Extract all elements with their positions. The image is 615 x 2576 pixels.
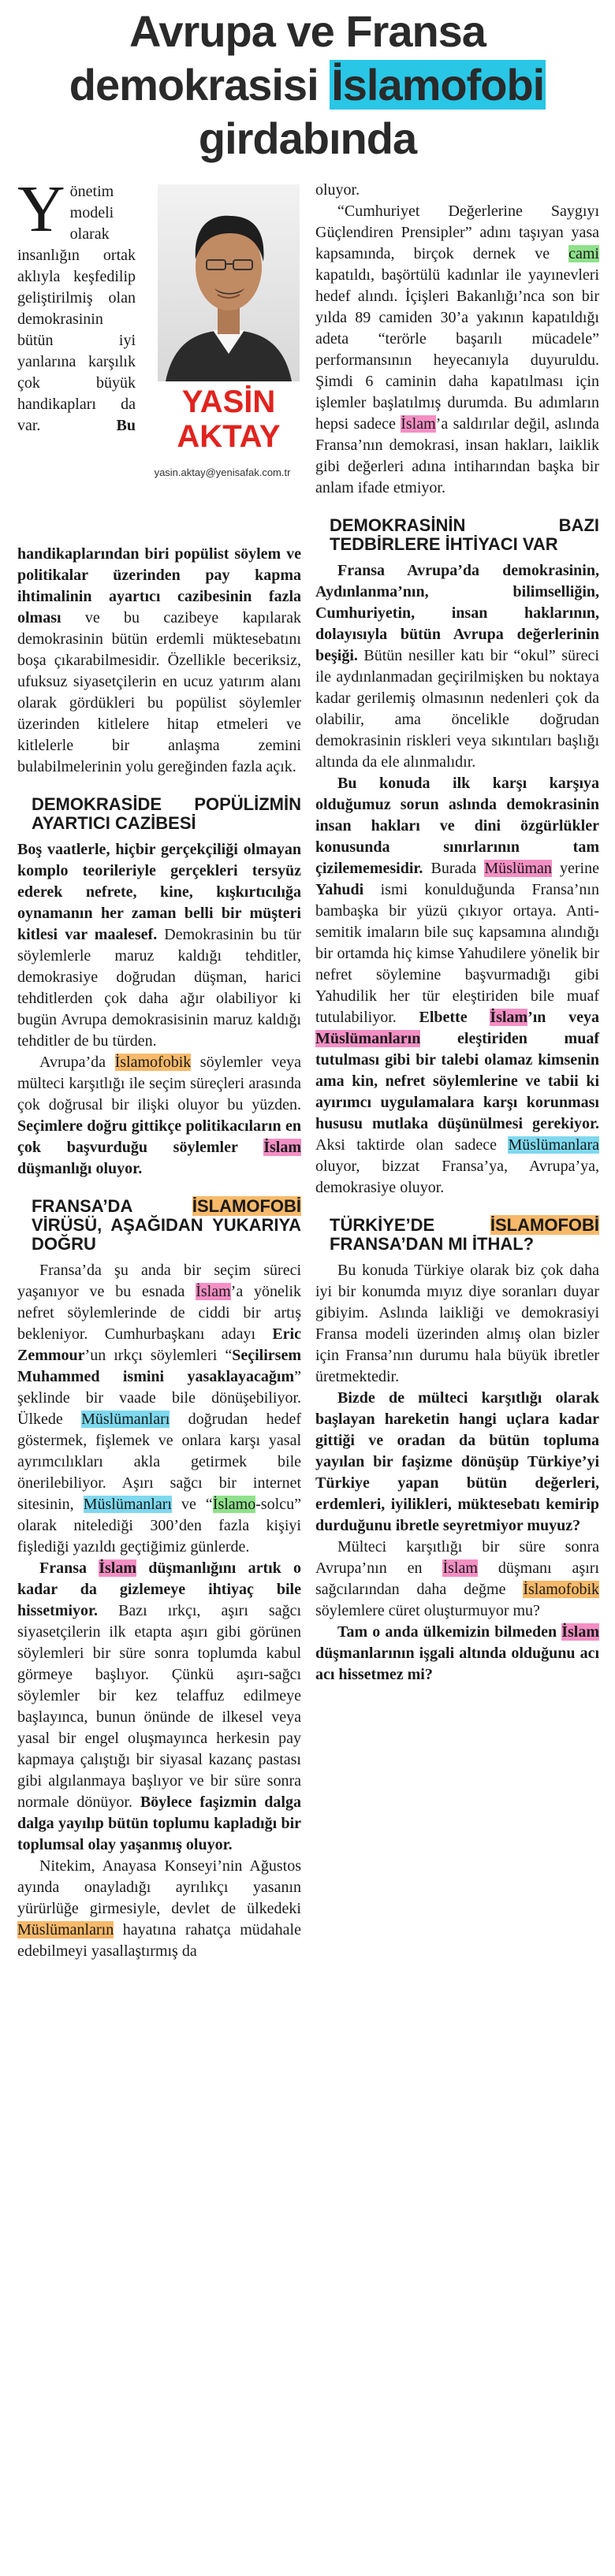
r5-b: düşmanı aşırı sağcılarından daha değme [315,1559,599,1598]
h2-pre: FRANSA’DA [32,1196,192,1216]
r1-bold: Fransa Avrupa’da demokrasinin, Aydınlanma’nın, bilimselliğin, Cumhuriyetin, insan haklarının, dolayısıyla bütün Avrupa değerlerinin beşiği. [315,562,599,664]
highlight-muslumanlarin: Müslümanların [17,1921,114,1939]
h4-post: FRANSA’DAN MI İTHAL? [330,1234,535,1254]
p3-bold-2: düşmanlığı oluyor. [17,1160,143,1177]
p4-a: Fransa’da şu anda bir seçim süreci yaşanıyor ve bu esnada [17,1262,301,1300]
paragraph-5 [17,1558,301,1856]
paragraph-3 [17,1052,301,1180]
paragraph-2 [17,839,301,1052]
p2-tail: Demokrasinin bu tür söylemlerle maruz kaldığı tehditler, demokrasiye doğrudan düşman, harici tehditlerden çok daha ağır olabiliyor ki bugün Avrupa demokrasisinin maruz kaldığı tehditler de bu türden. [17,926,301,1050]
p6-a: Nitekim, Anayasa Konseyi’nin Ağustos ayında onayladığı ayrılıkçı yasanın yürürlüğe girmesiyle, devlet de ülkedeki [17,1857,301,1917]
headline-line-3: girdabında [198,113,417,163]
highlight-muslumanlara: Müslümanlara [508,1136,599,1154]
highlight-islam: İslam [263,1139,301,1156]
paragraph-r4: Bu konuda Türkiye olarak biz çok daha iyi bir konumda mıyız diye soranları duyar gibiyim. Aslında laikliği ve demokrasiyi Fransa modeli üzerinden almış olan bizler için Fransa’nın durumu hala büyük ibretler üretmektedir. [315,1262,599,1385]
paragraph-r7 [315,1622,599,1686]
highlight-muslumanlarin-r: Müslümanların [315,1030,421,1047]
headline-highlight: İslamofobi [331,60,545,110]
headline-line-1: Avrupa ve Fransa [129,6,486,56]
r2-b: yerine [551,860,599,877]
r6-bold-b: düşmanlarının işgali altında olduğunu acı acı hissetmez mi? [315,1645,599,1683]
highlight-cami: cami [568,245,599,262]
r6-bold-a: Tam o anda ülkemizin bilmeden [337,1623,562,1641]
r2-a: Burada [423,860,485,877]
paragraph-r2 [315,560,599,773]
p5-bold-a: Fransa [39,1559,99,1577]
highlight-muslumanlari-2: Müslümanları [83,1496,172,1513]
r2-bold-3a: Elbette [419,1009,490,1026]
highlight-islam-r1: İslam [401,415,436,433]
r4-bold: Bizde de mülteci karşıtlığı olarak başlayan hareketin hangi uçlara kadar gittiği ve oradan da bütün topluma yayılan bir faşizme dönüşüp Türkiye’yi Türkiye yapan bütün değerleri, erdemleri, iyilikleri, müktesebatı kemirip durduğunu ibretle seyretmiyor muyuz? [315,1389,599,1534]
r2-bold-yahudi: Yahudi [315,881,364,898]
paragraph-4 [17,1260,301,1558]
r2-bold: Bu konuda ilk karşı karşıya olduğumuz sorun aslında demokrasinin insan hakları ve dini özgürlükler konusunda sınırlarının tam çizilememesidir. [315,775,599,877]
paragraph-r6 [315,1537,599,1622]
author-last-name: AKTAY [177,419,281,454]
highlight-muslumanlari: Müslümanları [81,1411,170,1428]
intro-bold: Bu handikaplarından biri popülist söylem ve politikalar üzerinden pay kapma ihtimalinin ayartıcı cazibesinin fazla olması [17,417,301,626]
highlight-islamofobik: İslamofobik [114,1054,192,1071]
author-email: yasin.aktay@yenisafak.com.tr [154,467,291,478]
intro-text: önetim modeli olarak insanlığın ortak aklıyla keşfedilip geliştirilmiş olan demokrasinin bütün iyi yanlarına karşılık çok büyük handikapları da var. [17,183,136,434]
drop-cap: Y [17,173,65,246]
h2-highlight: İSLAMOFOBİ [192,1196,301,1216]
headline-line-2 [0,58,615,112]
p4-bold-quote: Seçilirsem Muhammed ismini yasaklayacağım [17,1347,301,1385]
r2-d: Aksi taktirde olan sadece [315,1136,509,1154]
r5-a: Mülteci karşıtlığı bir süre sonra Avrupa’nın en [315,1538,599,1577]
highlight-islamofobik-r: İslamofobik [523,1581,599,1598]
p3-bold: Seçimlere doğru gittikçe politikacıların en çok başvurduğu söylemler [17,1117,301,1156]
p4-d: ” şeklinde bir vaade bile dönüşebiliyor. Ülkede [17,1368,301,1428]
section-heading-3: DEMOKRASİNİN BAZI TEDBİRLERE İHTİYACI VAR [330,515,599,554]
p4-b: ’a yönelik nefret söylemlerinde de ciddi bir artış bekleniyor. Cumhurbaşkanı adayı [17,1283,301,1343]
paragraph-r1 [315,201,599,499]
paragraph-r3 [315,773,599,1199]
section-heading-2 [17,1197,301,1254]
highlight-islam-2: İslam [196,1283,231,1300]
left-column [17,173,301,1962]
highlight-musluman: Müslüman [484,860,552,877]
section-heading-1: DEMOKRASİDE POPÜLİZMİN AYARTICI CAZİBESİ [32,794,301,833]
section-heading-4 [315,1216,599,1254]
highlight-islam-3: İslam [99,1559,136,1577]
r2-bold-3c: eleştiriden muaf tutulması gibi bir talebi olamaz kimsenin ama kin, nefret söylemlerine ve tabii ki ayırımcı uygulamalara karşı korunması hususu mutlaka düşünülmesi gerekiyor. [315,1030,599,1132]
r1-tail: Bütün nesiller katı bir “okul” süreci ile aydınlanmadan geçirilmişken bu noktaya kadar gerilemiş olmasının nedenleri çok da olabilir, ama öncelikle doğrudan demokrasinin riskleri veya sıkıntıları başlığı altında da ele alınmalıdır. [315,647,599,771]
highlight-islam-r4: İslam [561,1623,599,1641]
highlight-islam-r3: İslam [442,1559,478,1577]
p4-bold-name: Eric Zemmour [17,1325,301,1364]
p4-c: ’un ırkçı söylemleri “ [84,1347,233,1364]
p4-g: -solcu” olarak nitelediği 300’den fazla kişiyi fişlediği yazıldı geçtiğimiz günlerde. [17,1496,301,1556]
h4-pre: TÜRKİYE’DE [330,1215,490,1235]
p5-bold-b: düşmanlığını artık o kadar da gizlemeye ihtiyaç bile hissetmiyor. [17,1559,301,1619]
headline-line-2-text: demokrasisi [69,60,330,110]
r2-e: oluyor, bizzat Fransa’ya, Avrupa’ya, demokrasiye oluyor. [315,1158,599,1196]
p3-b: söylemler veya mülteci karşıtlığı ile seçim süreçleri arasında çok doğrusal bir ilişki oluyor bu yüzden. [17,1054,301,1113]
r-c2-b: kapatıldı, başörtülü kadınlar ile yayınevleri hedef alındı. İçişleri Bakanlığı’nca son bir yılda 89 camiden 30’a yakının kapatıldığı adeta “terörle başarılı mücadele” performansının heyecanıyla duyuruldu. Şimdi 6 caminin daha kapatılması için işlemler başlatılmış durumda. Bu adımların hepsi sadece [315,266,599,433]
p4-f: ve “ [171,1496,213,1513]
right-column [315,180,599,1686]
r-c2-c: ’a saldırılar değil, aslında Fransa’nın demokrasi, insan hakları, laiklik gibi değerleri adına intiharından başka bir anlam ifade etmiyor. [315,415,600,496]
paragraph-6 [17,1856,301,1962]
headline [0,0,615,189]
paragraph-r5 [315,1388,599,1537]
p5-tail: Bazı ırkçı, aşırı sağcı siyasetçilerin ilk etapta aşırı gibi görünen söylemleri bir süre sonra toplumda kabul görmeye başlıyor. Çünkü aşırı-sağcı söylemler bir kez telaffuz edilmeye başlayınca, bunun önünde de ilkesel veya yasal bir engel oluşmayınca herkesin pay kapmaya çalıştığı bir siyasal kazanç pastası gibi algılanmaya başlıyor ve bir süre sonra normale dönüyor. [17,1602,301,1811]
r5-c: söylemlere cüret oluşturmuyor mu? [315,1602,540,1619]
author-photo [158,184,300,381]
p5-bold-2: Böylece faşizmin dalga dalga yayılıp bütün toplumu kapladığı bir toplumsal olay yaşanmış oluyor. [17,1794,301,1853]
p2-bold: Boş vaatlerle, hiçbir gerçekçiliği olmayan komplo teorileriyle gerçekleri tersyüz ederek nefrete, kine, kışkırtıcılığa oynamanın her zaman belli bir müşteri kitlesi var maalesef. [17,841,301,943]
author-first-name: YASİN [181,385,276,419]
p4-e: doğrudan hedef göstermek, fişlemek ve onlara karşı yasal ayrımcılıkları akla getirmek bile önerilebiliyor. Aşırı sağcı bir internet sitesinin, [17,1411,301,1513]
p6-b: hayatına rahatça müdahale edebilmeyi yasallaştırmış da [17,1921,301,1960]
h4-highlight: İSLAMOFOBİ [490,1215,599,1235]
author-name [158,385,300,454]
highlight-islam-r2: İslam [490,1009,528,1026]
continuation-line: oluyor. [315,181,360,199]
p3-a: Avrupa’da [39,1054,115,1071]
h2-post: VİRÜSÜ, AŞAĞIDAN YUKARIYA DOĞRU [32,1215,301,1254]
author-box [144,184,301,539]
highlight-islamo: İslamo [212,1496,256,1513]
r2-bold-3b: ’ın veya [527,1009,599,1026]
r2-c: ismi konulduğunda Fransa’nın bambaşka bir yüzü çıkıyor ortaya. Anti-semitik imaların bile suç kapsamına alındığı bir ortamda hiç kimse Yahudilere yönelik bir nefret söylemine başvurmadığı gibi Yahudilik her tür eleştiriden bile muaf tutulabiliyor. [315,881,599,1026]
r-c2: “Cumhuriyet Değerlerine Saygıyı Güçlendiren Prensipler” adını taşıyan yasa kapsamında, birçok dernek ve [315,203,599,262]
intro-tail: ve bu cazibeye kapılarak demokrasinin bütün erdemli müktesebatını boşa çıkarabilmesidir. Özellikle beceriksiz, ufuksuz siyasetçilerin en ucuz yatırım alanı olarak gördükleri bu popülist söylemler üzerinden kitlelere hitap etmeleri ve kitlelerle bir anlaşma zemini bulabilmelerinin yolu gereğinden fazla açık. [17,609,301,775]
